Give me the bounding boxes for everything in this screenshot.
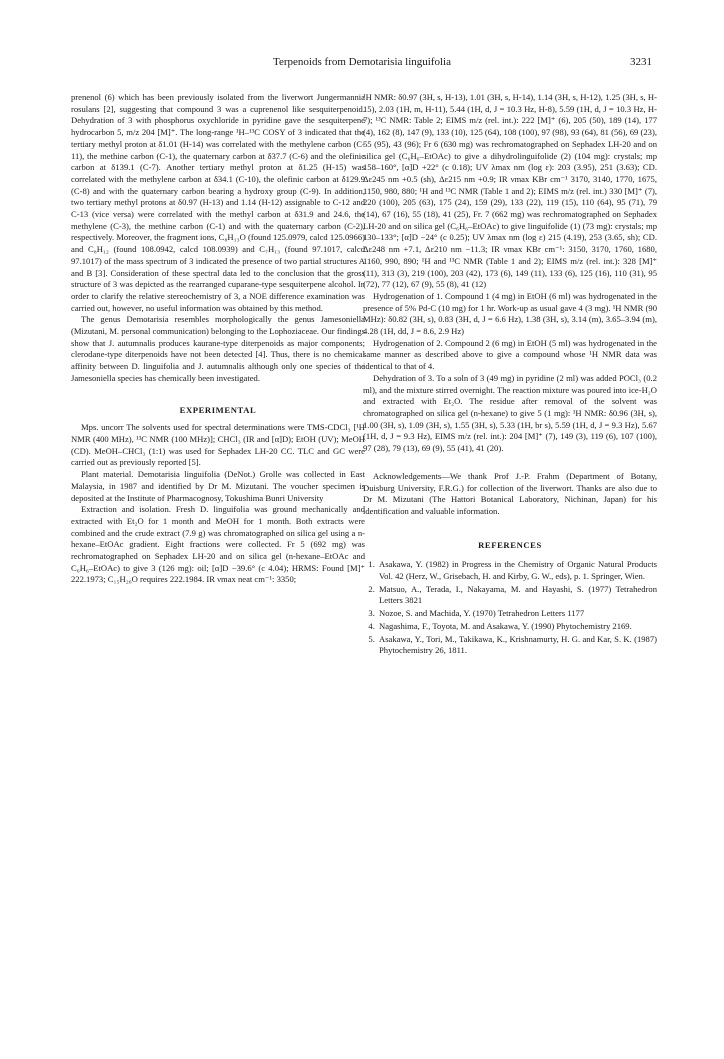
experimental-paragraph: Mps. uncorr The solvents used for spectral determinations were TMS-CDCl₃ [¹H NMR (400 MHz), ¹³C NMR (100 MHz)]; CHCl₃ (IR and [α]D); EtOH (UV); MeOH (CD). MeOH–CHCl₃ (1:1) was used for Sephadex LH-20 CC. TLC and GC were carried out as previously reported [5]. xyxy=(71,422,365,468)
page-number: 3231 xyxy=(630,56,652,68)
experimental-paragraph: Extraction and isolation. Fresh D. linguifolia was ground mechanically and extracted with Et₂O for 1 month and MeOH for 1 month. Both extracts were combined and the crude extract (7.9 g) was chromatographed on silica gel using a n-hexane–EtOAc gradient. Eight fractions were collected. Fr 5 (692 mg) was rechromatographed on Sephadex LH-20 and on silica gel (n-hexane–EtOAc and C₆H₆–EtOAc) to give 3 (126 mg): oil; [α]D −39.6° (c 4.04); HRMS: Found [M]⁺ 222.1973; C₁₅H₂₆O requires 222.1984. IR νmax neat cm⁻¹: 3350; xyxy=(71,504,365,585)
reference-item: 1. Asakawa, Y. (1982) in Progress in the Chemistry of Organic Natural Products Vol. 42 (Herz, W., Grisebach, H. and Kirby, G. W., eds), p. 1. Springer, Wien. xyxy=(377,559,657,582)
left-column xyxy=(71,92,365,586)
experimental-paragraph: Plant material. Demotarisia linguifolia (DeNot.) Grolle was collected in East Malaysia, in 1987 and identified by Dr M. Mizutani. The voucher specimen is deposited at the Institute of Pharmacognosy, Tokushima Bunri University xyxy=(71,469,365,503)
reference-item: 5. Asakawa, Y., Tori, M., Takikawa, K., Krishnamurty, H. G. and Kar, S. K. (1987) Phytochemistry 26, 1811. xyxy=(377,634,657,657)
reference-item: 3. Nozoe, S. and Machida, Y. (1970) Tetrahedron Letters 1177 xyxy=(377,608,657,620)
acknowledgements: Acknowledgements—We thank Prof J.-P. Frahm (Department of Botany, Duisburg University, F.R.G.) for collection of the liverwort. Thanks are also due to Dr M. Mizutani (The Hattori Botanical Laboratory, Nichinan, Japan) for his identification and valuable information. xyxy=(363,470,657,516)
experimental-heading: EXPERIMENTAL xyxy=(179,404,257,415)
body-paragraph: The genus Demotarisia resembles morphologically the genus Jamesoniella (Mizutani, M. personal communication) belonging to the Lophoziaceae. Our findings show that J. autumnalis produces kaurane-type diterpenoids as major components; clerodane-type diterpenoids have not been detected [4]. Thus, there is no chemical affinity between D. linguifolia and J. autumnalis although only one species of the Jamesoniella species has chemically been investigated. xyxy=(71,314,365,383)
body-paragraph: Hydrogenation of 2. Compound 2 (6 mg) in EtOH (5 ml) was hydrogenated in the same manner as described above to give a compound whose ¹H NMR data was identical to that of 4. xyxy=(363,337,657,372)
right-column xyxy=(363,92,657,658)
references-heading: REFERENCES xyxy=(478,539,542,550)
reference-item: 2. Matsuo, A., Terada, I., Nakayama, M. and Hayashi, S. (1977) Tetrahedron Letters 3821 xyxy=(377,584,657,607)
page-header xyxy=(0,56,724,72)
body-paragraph: Hydrogenation of 1. Compound 1 (4 mg) in EtOH (6 ml) was hydrogenated in the presence of 5% Pd-C (10 mg) for 1 hr. Work-up as usual gave 4 (3 mg). ¹H NMR (90 MHz): δ0.82 (3H, s), 0.83 (3H, d, J = 6.6 Hz), 1.38 (3H, s), 3.14 (m), 3.65–3.94 (m), 4.28 (1H, dd, J = 8.6, 2.9 Hz) xyxy=(363,290,657,337)
reference-item: 4. Nagashima, F., Toyota, M. and Asakawa, Y. (1990) Phytochemistry 2169. xyxy=(377,621,657,633)
reference-list xyxy=(363,559,657,657)
running-title: Terpenoids from Demotarisia linguifolia xyxy=(273,56,451,68)
body-paragraph: Dehydration of 3. To a soln of 3 (49 mg) in pyridine (2 ml) was added POCl₃ (0.2 ml), and the mixture stirred overnight. The reaction mixture was poured into ice-H₂O and extracted with Et₂O. The residue after removal of the solvent was chromatographed on silica gel (n-hexane) to give 5 (1 mg): ¹H NMR: δ0.96 (3H, s), 1.00 (3H, s), 1.09 (3H, s), 1.55 (3H, s), 5.33 (1H, br s), 5.59 (1H, d, J = 9.3 Hz), 5.67 (1H, d, J = 9.3 Hz), EIMS m/z (rel. int.): 204 [M]⁺ (7), 149 (3), 119 (6), 107 (100), 97 (28), 79 (13), 69 (9), 55 (41), 41 (20). xyxy=(363,372,657,454)
body-paragraph: prenenol (6) which has been previously isolated from the liverwort Jungermannia rosulans [2], suggesting that compound 3 was a cuprenenol like sesquiterpenoid. Dehydration of 3 with phosphorus oxychloride in pyridine gave the sesquiterpene hydrocarbon 5, m/z 204 [M]⁺. The long-range ¹H–¹³C COSY of 3 indicated that the tertiary methyl proton at δ1.01 (H-14) was correlated with the methylene carbon (C-11), the methine carbon (C-1), the quaternary carbon at δ37.7 (C-6) and the olefinic carbon at δ139.1 (C-7). Another tertiary methyl proton at δ1.25 (H-15) was correlated with the methylene carbon at δ34.1 (C-10), the olefinic carbon at δ129.9 (C-8) and with the quaternary carbon bearing a hydroxy group (C-9). In addition, two tertiary methyl protons at δ0.97 (H-13) and 1.14 (H-12) assignable to C-12 and C-13 (vice versa) were correlated with the methyl carbon at δ31.9 and 24.6, the methylene (C-3), the methine carbon (C-1) and with the quaternary carbon (C-2), respectively. Moreover, the fragment ions, C₈H₁₃O (found 125.0979, calcd 125.0966) and C₈H₁₂ (found 108.0942, calcd 108.0939) and C₇H₁₃ (found 97.1017, calcd 97.1017) of the mass spectrum of 3 indicated the presence of two partial structures A and B [3]. Consideration of these spectral data led to the conclusion that the gross structure of 3 was depicted as the rearranged cuparane-type sesquiterpene alcohol. In order to clarify the relative stereochemistry of 3, a NOE difference examination was carried out, however, no useful information was obtained by this method. xyxy=(71,92,365,313)
body-paragraph: ¹H NMR: δ0.97 (3H, s, H-13), 1.01 (3H, s, H-14), 1.14 (3H, s, H-12), 1.25 (3H, s, H-15), 2.03 (1H, m, H-11), 5.44 (1H, d, J = 10.3 Hz, H-8), 5.59 (1H, d, J = 10.3 Hz, H-7); ¹³C NMR: Table 2; EIMS m/z (rel. int.): 222 [M]⁺ (6), 205 (50), 189 (14), 177 (4), 162 (8), 147 (9), 133 (10), 125 (64), 108 (100), 97 (98), 93 (64), 81 (56), 69 (23), 55 (95), 43 (96); Fr 6 (630 mg) was rechromatographed on Sephadex LH-20 and on silica gel (C₆H₆–EtOAc) to give a dihydrolinguifolide (2) (104 mg): crystals; mp 158–160°, [α]D +22° (c 0.18); UV λmax nm (log ε): 203 (3.95), 251 (3.63); CD. Δε245 nm +0.5 (sh), Δε215 nm +0.9; IR νmax KBr cm⁻¹ 3170, 3140, 1770, 1675, 1150, 980, 880; ¹H and ¹³C NMR (Table 1 and 2); EIMS m/z (rel. int.) 330 [M]⁺ (7), 220 (100), 205 (63), 175 (24), 159 (29), 133 (22), 119 (15), 110 (64), 95 (71), 79 (14), 67 (16), 55 (18), 41 (25), Fr. 7 (662 mg) was rechromatographed on Sephadex LH-20 and on silica gel (C₆H₆–EtOAc) to give linguifolide (1) (73 mg): crystals; mp 130–133°; [α]D −24° (c 0.25); UV λmax nm (log ε) 215 (4.19), 253 (3.65, sh); CD. Δε248 nm +7.1, Δε210 nm −11.3; IR νmax KBr cm⁻¹: 3150, 3170, 1760, 1680, 1160, 990, 890; ¹H and ¹³C NMR (Table 1 and 2); EIMS m/z (rel. int.): 328 [M]⁺ (11), 313 (3), 219 (100), 203 (42), 173 (6), 149 (11), 133 (6), 125 (16), 110 (31), 95 (72), 77 (12), 67 (9), 55 (8), 41 (12) xyxy=(363,92,657,290)
